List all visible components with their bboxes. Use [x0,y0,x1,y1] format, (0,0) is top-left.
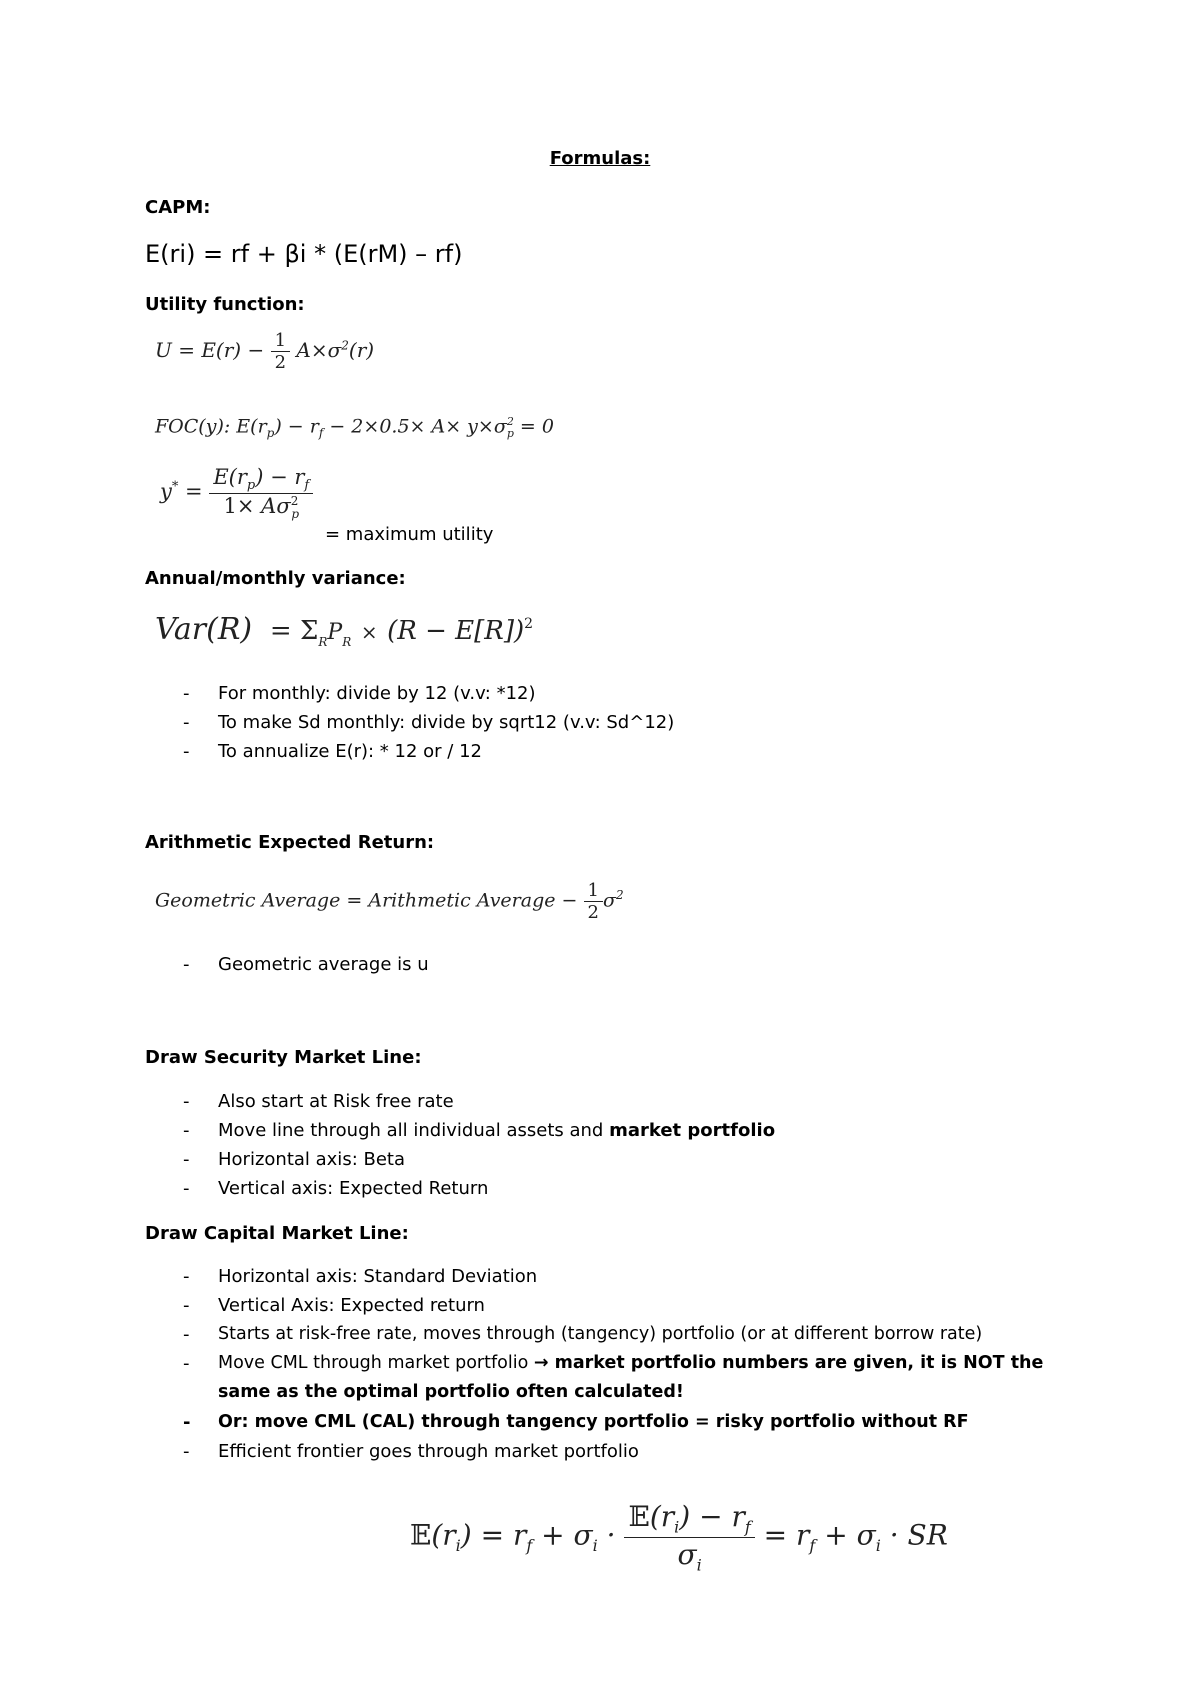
list-item: Horizontal axis: Beta [218,1149,405,1170]
bullet-dash: - [183,1091,190,1112]
cml-heading: Draw Capital Market Line: [145,1223,409,1244]
list-item: Or: move CML (CAL) through tangency portfolio = risky portfolio without RF [218,1412,969,1432]
bullet-dash: - [183,1178,190,1199]
utility-formula-ystar: y* = $\frac{E(r_p) - r_f}{1\times A\sigma^2_p}$ [160,465,313,521]
list-item: To make Sd monthly: divide by sqrt12 (v.v: Sd^12) [218,712,675,733]
list-item: Move line through all individual assets and market portfolio [218,1120,776,1141]
list-item: Horizontal axis: Standard Deviation [218,1266,538,1287]
utility-note: = maximum utility [325,524,494,545]
bullet-dash: - [183,712,190,733]
sml-heading: Draw Security Market Line: [145,1047,422,1068]
bullet-dash: - [183,1353,190,1374]
bullet-dash: - [183,683,190,704]
bullet-dash: - [183,1412,191,1433]
list-item: Efficient frontier goes through market portfolio [218,1441,639,1462]
bullet-dash: - [183,1324,190,1345]
list-item: For monthly: divide by 12 (v.v: *12) [218,683,536,704]
list-item: Also start at Risk free rate [218,1091,454,1112]
list-item-continued: same as the optimal portfolio often calculated! [218,1382,684,1402]
utility-formula-u: U = E(r) − $\frac{1}{2}$ $A\times\sigma^2(r)$ [155,330,375,373]
bullet-dash: - [183,1266,190,1287]
variance-heading: Annual/monthly variance: [145,568,406,589]
bullet-dash: - [183,1295,190,1316]
variance-formula: $Var(R) = \Sigma_RP_R \times (R - E[R])^2$ [155,612,534,649]
cml-formula: $𝔼(r_i) = r_f + \sigma_i$ · $\frac{𝔼(r_i) - r_f}{\sigma_i}$ = $r_f + \sigma_i$ · SR [410,1500,948,1575]
list-item: Vertical Axis: Expected return [218,1295,485,1316]
bullet-dash: - [183,741,190,762]
bullet-dash: - [183,954,190,975]
bullet-dash: - [183,1149,190,1170]
capm-heading: CAPM: [145,197,211,218]
utility-formula-foc: FOC(y): $E(r_p) - r_f - 2\times 0.5\times A\times y\times\sigma^2_p = 0$ [155,415,554,441]
arith-heading: Arithmetic Expected Return: [145,832,435,853]
arith-formula: Geometric Average = Arithmetic Average − $\frac{1}{2}$ $\sigma^2$ [155,880,624,923]
utility-heading: Utility function: [145,294,305,315]
list-item: To annualize E(r): * 12 or / 12 [218,741,482,762]
bullet-dash: - [183,1120,190,1141]
list-item: Geometric average is u [218,954,429,975]
list-item: Move CML through market portfolio → market portfolio numbers are given, it is NOT the [218,1353,1044,1373]
list-item: Starts at risk-free rate, moves through (tangency) portfolio (or at different borrow rate) [218,1324,983,1344]
list-item: Vertical axis: Expected Return [218,1178,489,1199]
capm-formula: E(ri) = rf + βi * (E(rM) – rf) [145,240,463,268]
bullet-dash: - [183,1441,190,1462]
page-title: Formulas: [549,148,651,169]
arrow-right-icon: → [533,1353,549,1373]
